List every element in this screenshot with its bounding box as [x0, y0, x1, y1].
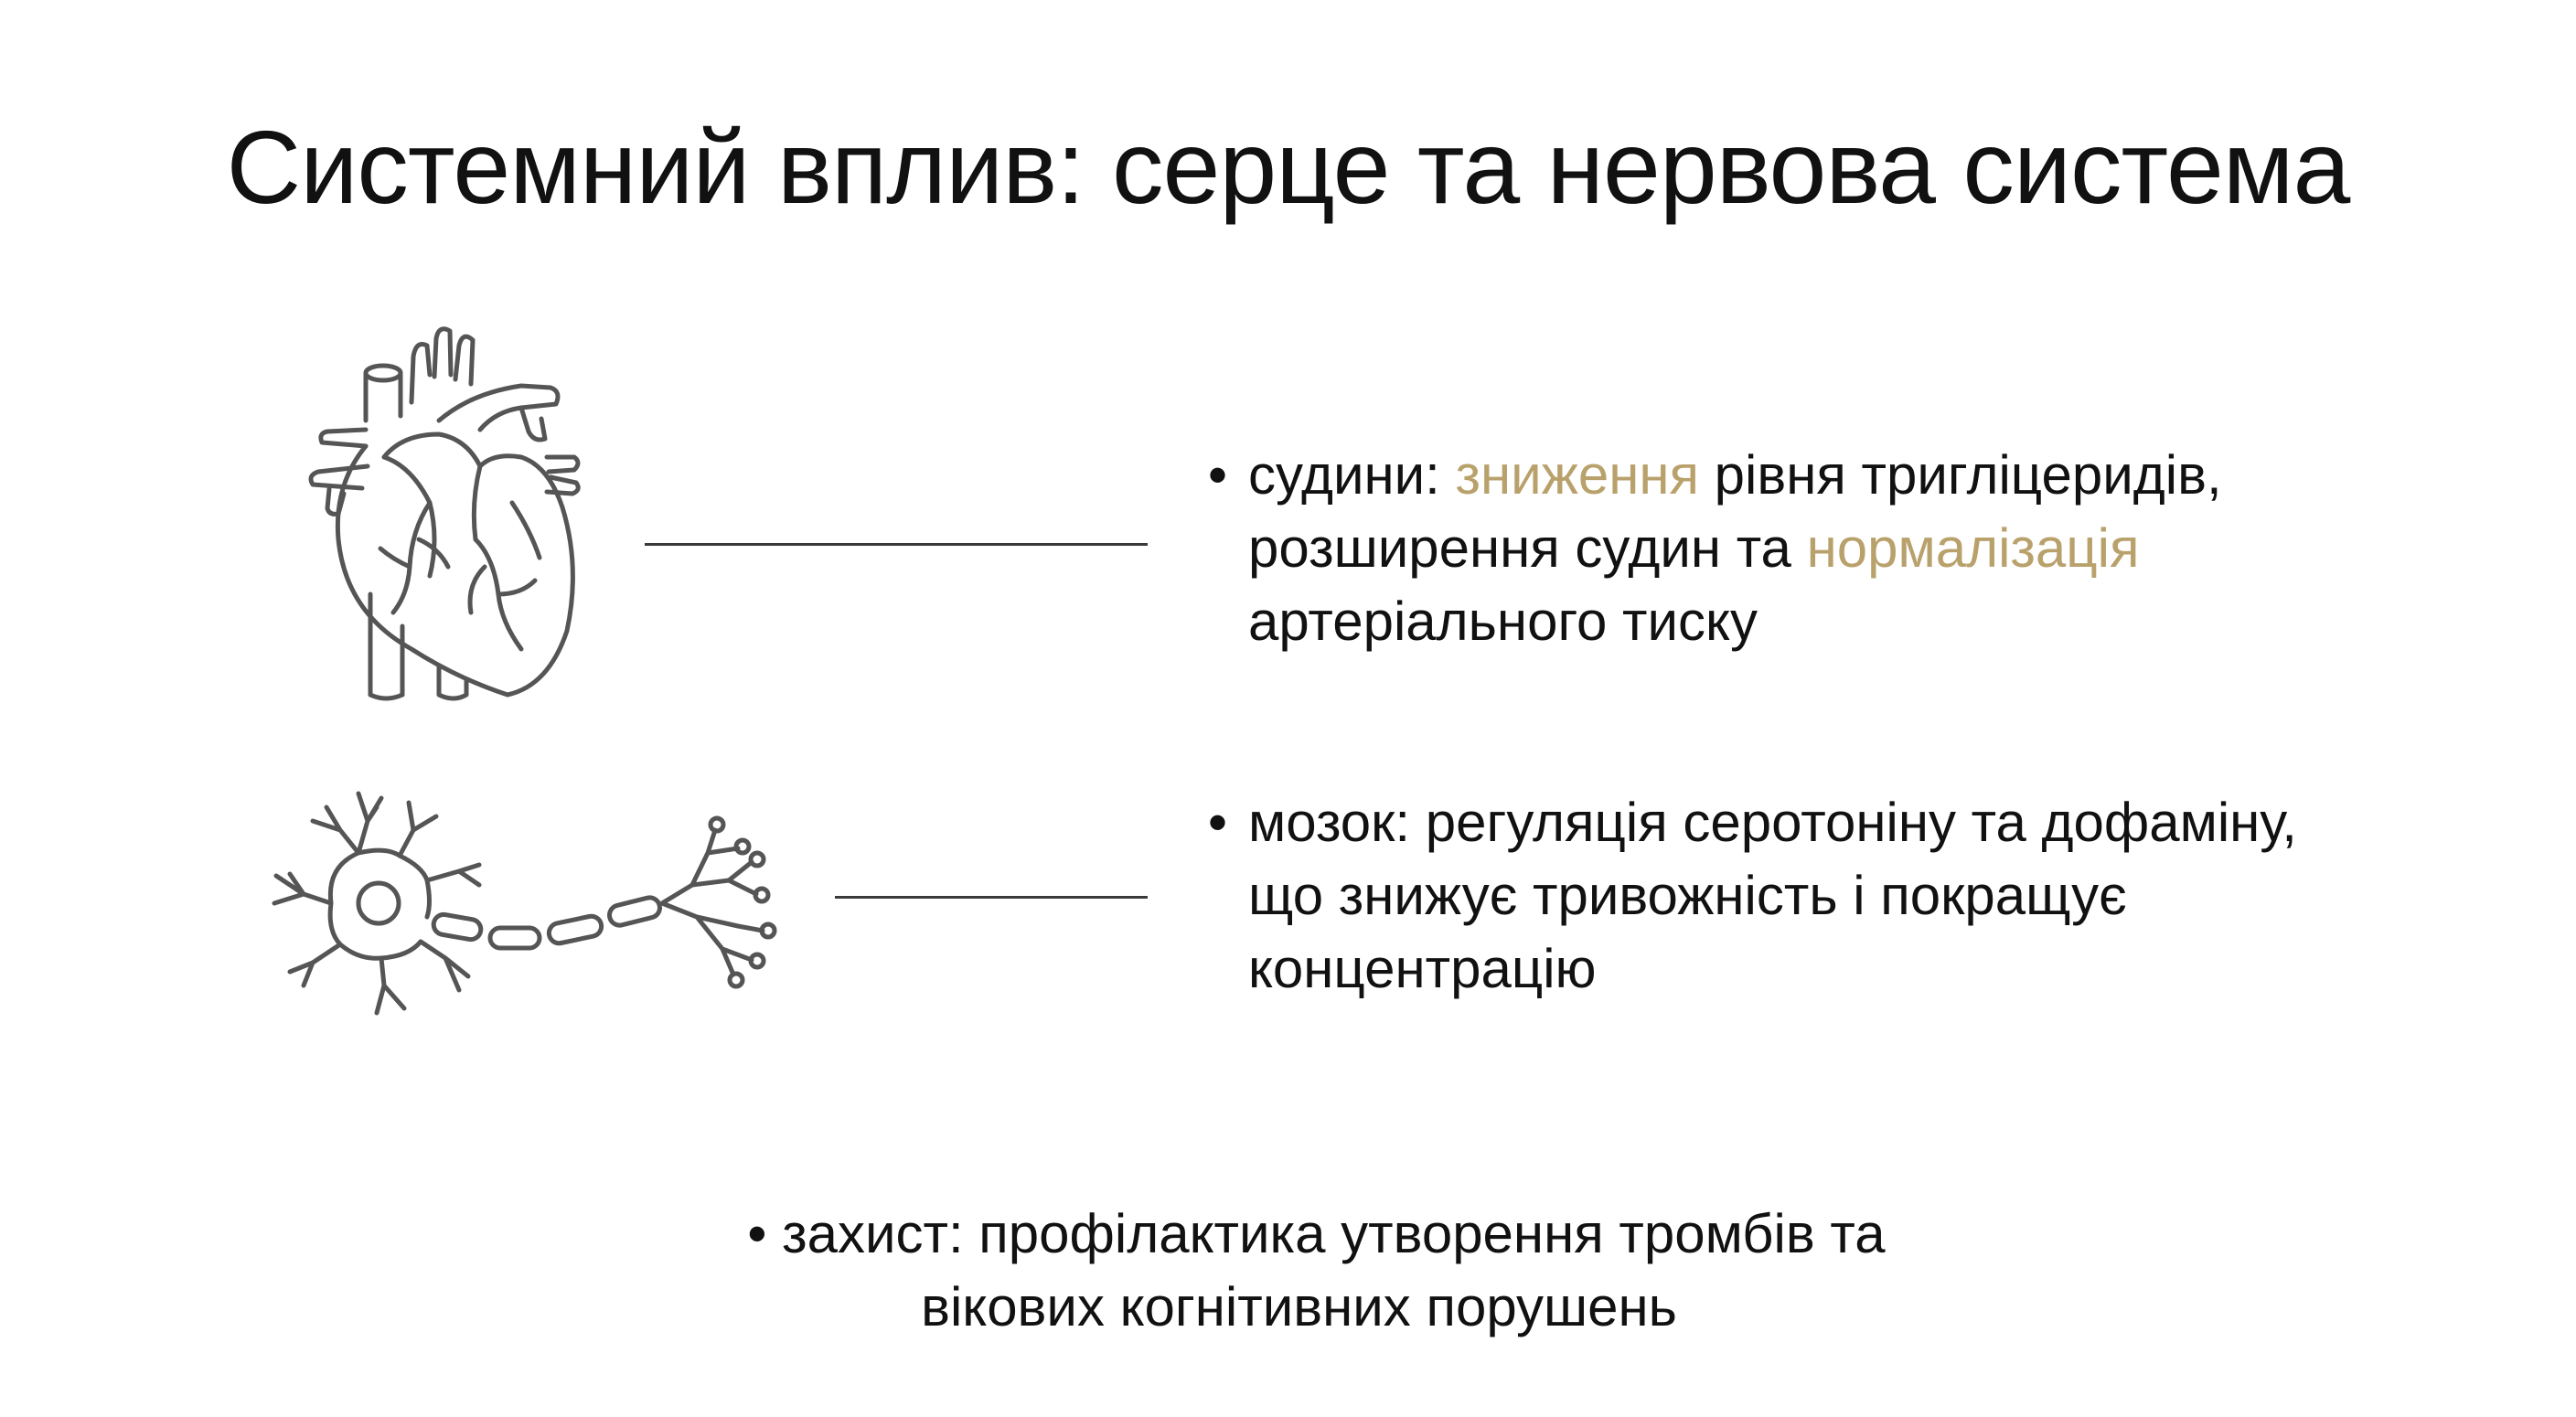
- highlight-reduction: зниження: [1455, 444, 1699, 506]
- bullet-line-1: мозок: регуляція серотоніну та дофаміну,: [1248, 792, 2297, 853]
- bullet-point: •: [1208, 444, 1228, 506]
- bullet-text: захист: профілактика утворення тромбів та: [782, 1203, 1886, 1264]
- connector-line-neuron: [835, 896, 1148, 899]
- bullet-line-3: концентрацію: [1248, 938, 1597, 999]
- bullet-point: •: [1208, 792, 1228, 853]
- bullet-line-2: що знижує тривожність і покращує: [1248, 865, 2127, 926]
- bullet-point: •: [747, 1203, 767, 1264]
- bullet-line-1: [1248, 439, 2222, 512]
- bullet-line-3: артеріального тиску: [1248, 591, 1758, 652]
- highlight-normalization: нормалізація: [1806, 517, 2140, 579]
- bullet-line-1: [0, 1198, 2576, 1271]
- bullet-brain: [1208, 786, 2297, 1006]
- bullet-label: судини:: [1248, 444, 1456, 506]
- bullet-text: рівня тригліцеридів,: [1698, 444, 2222, 506]
- bullet-text: розширення судин та: [1248, 517, 1807, 579]
- neuron-icon: [240, 766, 788, 1049]
- connector-line-heart: [645, 543, 1148, 546]
- bullet-line-2: [1248, 512, 2222, 585]
- bullet-line-2: вікових когнітивних порушень: [921, 1276, 1677, 1337]
- bullet-protection: [0, 1198, 2576, 1344]
- slide-title: Системний вплив: серце та нервова система: [226, 110, 2350, 225]
- bullet-vessels: [1208, 439, 2222, 658]
- heart-anatomy-icon: [302, 320, 585, 704]
